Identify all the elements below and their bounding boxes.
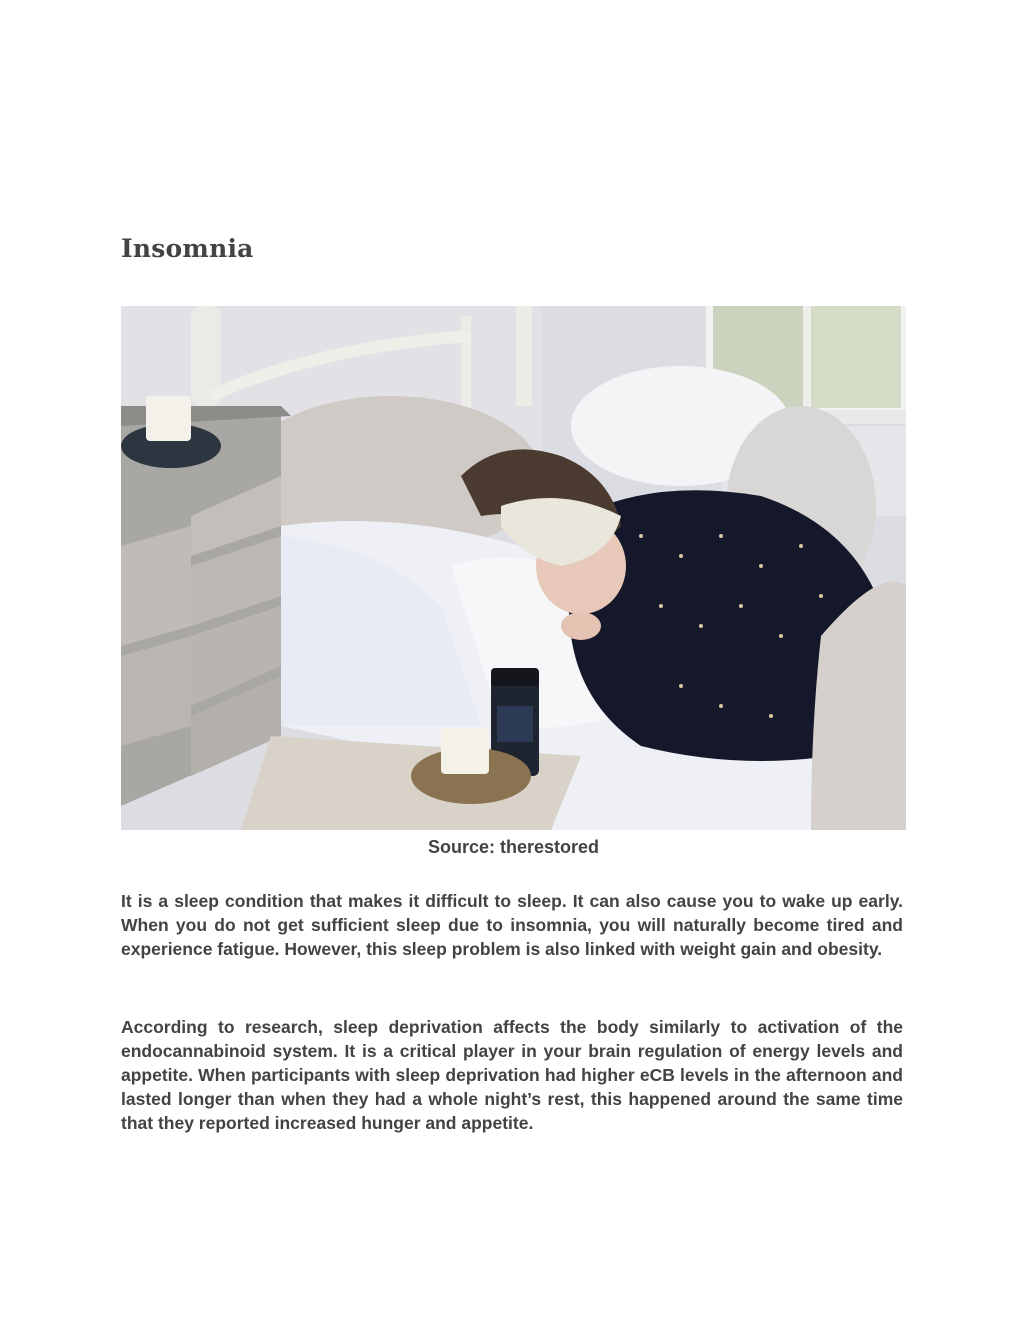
page-title: Insomnia (121, 234, 254, 263)
photo-illustration (121, 306, 906, 830)
image-caption: Source: therestored (427, 837, 600, 857)
body-paragraph-2: According to research, sleep deprivation affects the body similarly to activation of the endocannabinoid system. It is a critical player in your brain regulation of energy levels and appetite. When participants with sleep deprivation had higher eCB levels in the afternoon and lasted longer than when they had a whole night’s rest, this happened around the same time that they reported increased hunger and appetite. (121, 1017, 903, 1133)
body-paragraph-1: It is a sleep condition that makes it difficult to sleep. It can also cause you to wake up early. When you do not get sufficient sleep due to insomnia, you will naturally become tired and experience fatigue. However, this sleep problem is also linked with weight gain and obesity. (121, 891, 903, 959)
article-photo (121, 306, 906, 830)
